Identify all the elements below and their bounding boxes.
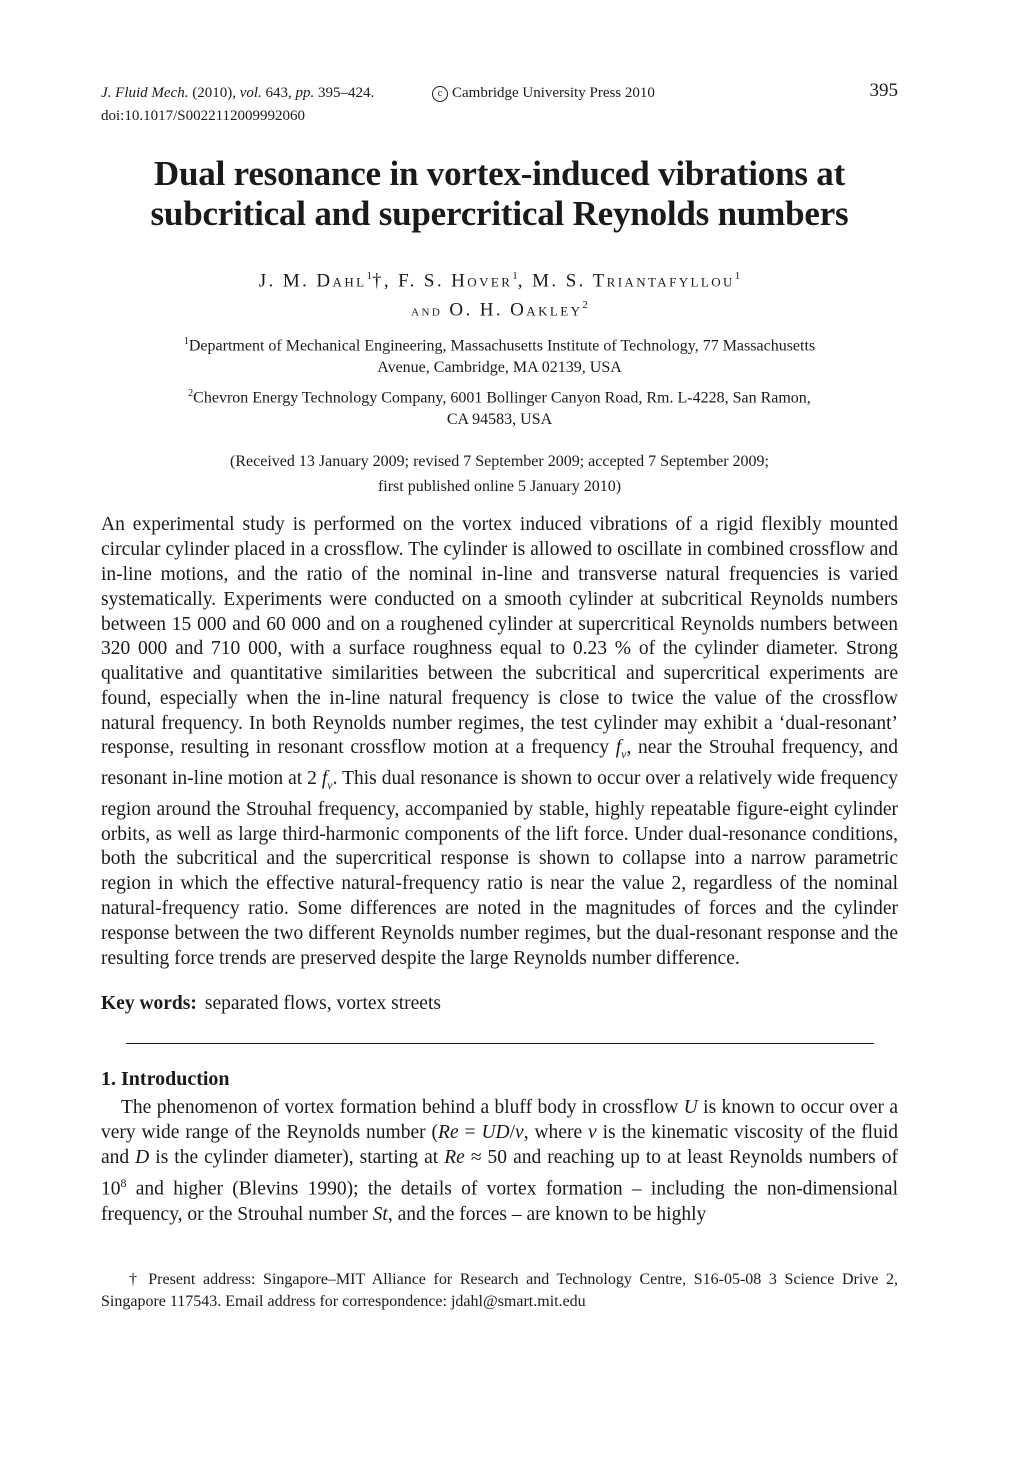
author-dahl: J. M. Dahl	[258, 270, 367, 292]
abstract-text-2: , near the Strouhal frequency, and resonant in-line motion at 2	[101, 737, 899, 790]
author-list	[101, 264, 898, 325]
affiliation-2-line-1	[101, 383, 898, 409]
pp-label: pp.	[295, 85, 315, 101]
journal-name: J. Fluid Mech.	[101, 85, 189, 101]
keywords-label: Key words:	[101, 993, 197, 1015]
author-line-1	[101, 264, 898, 293]
keywords-value: separated flows, vortex streets	[204, 993, 441, 1015]
paper-title	[101, 154, 898, 234]
intro-text-6: and reaching up to at least Reynolds numbers of 10	[101, 1147, 898, 1200]
math-Re: Re	[438, 1122, 459, 1144]
affiliation-1-text-1: Department of Mechanical Engineering, Massachusetts Institute of Technology, 77 Massachusetts	[188, 336, 816, 354]
author-affil-sup: 1	[734, 270, 741, 282]
affiliation-sup: 1	[183, 335, 189, 347]
intro-text-5: is the cylinder diameter), starting at	[155, 1147, 439, 1169]
intro-text-7: and higher (Blevins 1990); the details of vortex formation – including the non-dimensional frequency, or the Strouhal number	[101, 1178, 899, 1225]
title-line-2: subcritical and supercritical Reynolds numbers	[150, 194, 849, 233]
affiliation-2-line-2: CA 94583, USA	[446, 411, 553, 429]
vol-label: vol.	[239, 85, 262, 101]
math-nu: ν	[588, 1122, 597, 1144]
journal-pages: 395–424.	[318, 85, 375, 101]
math-fv	[321, 768, 333, 793]
section-divider	[126, 1043, 874, 1044]
math-sub-v: v	[327, 778, 333, 793]
footnote: † Present address: Singapore–MIT Alliance for Research and Technology Centre, S16-05-08 3 Science Drive 2, Singapore 117543. Email address for correspondence: jdahl@smart.mit.edu	[101, 1271, 898, 1311]
intro-text-1: The phenomenon of vortex formation behind a bluff body in crossflow	[121, 1097, 679, 1119]
math-D: D	[135, 1147, 150, 1169]
math-UD: UD	[481, 1122, 510, 1144]
author-triantafyllou: M. S. Triantafyllou	[532, 270, 735, 292]
math-sub-v: v	[621, 747, 627, 762]
author-affil-sup: 1	[512, 270, 518, 282]
math-f: f	[321, 768, 328, 790]
journal-year: (2010),	[192, 85, 236, 101]
copyright-icon: c	[432, 86, 448, 102]
math-approx: ≈ 50	[464, 1147, 508, 1169]
affiliation-1-line-1	[101, 331, 898, 357]
keywords	[101, 991, 898, 1016]
author-conjunction: and	[411, 303, 443, 320]
abstract-text-1: An experimental study is performed on the vortex induced vibrations of a rigid flexibly mounted circular cylinder placed in a crossflow. The cylinder is allowed to oscillate in combined crossflow and in-line motions, and the ratio of the nominal in-line and transverse natural frequencies is varied systematically. Experiments were conducted on a smooth cylinder at subcritical Reynolds numbers between 15 000 and 60 000 and on a roughened cylinder at supercritical Reynolds numbers between 320 000 and 710 000, with a surface roughness equal to 0.23 % of the cylinder diameter. Strong qualitative and quantitative similarities between the subcritical and supercritical experiments are found, especially when the in-line natural frequency is close to twice the value of the crossflow natural frequency. In both Reynolds number regimes, the test cylinder may exhibit a ‘dual-resonant’ response, resulting in resonant crossflow motion at a frequency	[101, 514, 898, 759]
author-hover: F. S. Hover	[398, 270, 513, 292]
affiliation-2-text-1: Chevron Energy Technology Company, 6001 Bollinger Canyon Road, Rm. L-4228, San Ramon,	[193, 389, 811, 407]
introduction-paragraph	[101, 1096, 898, 1227]
paper-page	[101, 80, 898, 1313]
author-line-2	[101, 293, 898, 324]
received-dates	[101, 449, 898, 499]
journal-citation	[101, 82, 374, 104]
intro-text-8: , and the forces – are known to be highly	[387, 1203, 707, 1225]
intro-text-2: is known to occur over a very wide range of the Reynolds number (	[101, 1097, 899, 1144]
received-line-1: (Received 13 January 2009; revised 7 September 2009; accepted 7 September 2009;	[230, 453, 769, 471]
math-St: St	[372, 1203, 388, 1225]
math-f: f	[615, 737, 622, 759]
author-separator: ,	[517, 270, 525, 292]
copyright-text: Cambridge University Press 2010	[452, 85, 655, 101]
affiliation-sup: 2	[188, 387, 194, 399]
math-equals: =	[458, 1122, 482, 1144]
math-exponent: 8	[120, 1176, 127, 1191]
author-oakley: O. H. Oakley	[449, 299, 583, 321]
intro-text-4: is the kinematic viscosity of the fluid and	[101, 1122, 899, 1169]
title-line-1: Dual resonance in vortex-induced vibrations at	[153, 154, 846, 193]
math-fv	[615, 737, 627, 762]
author-footnote-mark: †,	[371, 270, 392, 292]
affiliation-1	[101, 331, 898, 379]
author-affil-sup: 2	[582, 299, 588, 312]
abstract	[101, 513, 898, 971]
math-U: U	[683, 1097, 698, 1119]
abstract-text-3: . This dual resonance is shown to occur over a relatively wide frequency region around the Strouhal frequency, accompanied by stable, highly repeatable figure-eight cylinder orbits, as well as large third-harmonic components of the lift force. Under dual-resonance conditions, both the subcritical and the supercritical response is shown to collapse into a narrow parametric region in which the effective natural-frequency ratio is near the value 2, regardless of the nominal natural-frequency ratio. Some differences are noted in the magnitudes of forces and the cylinder response between the two different Reynolds number regimes, but the dual-resonant response and the resulting force trends are preserved despite the large Reynolds number difference.	[101, 768, 899, 969]
intro-text-3: , where	[523, 1122, 583, 1144]
running-header	[101, 80, 898, 128]
math-nu: ν	[515, 1122, 524, 1144]
author-affil-sup: 1	[366, 270, 372, 282]
copyright-notice	[432, 82, 655, 104]
journal-volume: 643,	[265, 85, 292, 101]
section-heading: 1. Introduction	[101, 1068, 230, 1091]
math-slash: /	[509, 1122, 516, 1144]
page-number: 395	[869, 80, 898, 101]
doi-link[interactable]: doi:10.1017/S0022112009992060	[101, 108, 306, 124]
received-line-2: first published online 5 January 2010)	[377, 478, 622, 496]
math-Re: Re	[444, 1147, 465, 1169]
affiliation-2	[101, 383, 898, 431]
affiliation-1-line-2: Avenue, Cambridge, MA 02139, USA	[377, 358, 622, 376]
